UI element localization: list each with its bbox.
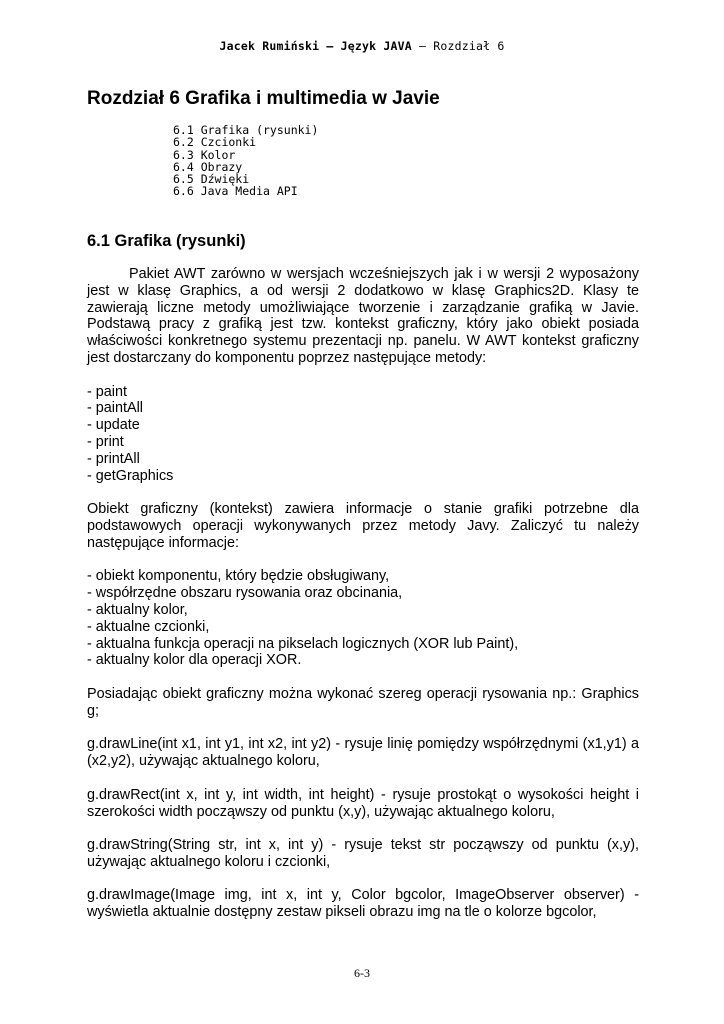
chapter-title: Rozdział 6 Grafika i multimedia w Javie [87, 88, 440, 109]
list-item: - paint [87, 383, 127, 400]
context-paragraph: Obiekt graficzny (kontekst) zawiera informacje o stanie grafiki potrzebne dla podstawowych operacji wykonywanych przez metody Javy. Zaliczyć tu należy następujące informacje: [87, 501, 639, 551]
intro-paragraph: Pakiet AWT zarówno w wersjach wcześniejszych jak i w wersji 2 wyposażony jest w klasę Graphics, a od wersji 2 dodatkowo w klasę Graphics2D. Klasy te zawierają liczne metody umożliwiające tworzenie i zarządzanie grafiką w Javie. Podstawą pracy z grafiką jest tzw. kontekst graficzny, który jako obiekt posiada właściwości konkretnego systemu prezentacji np. panelu. W AWT kontekst graficzny jest dostarczany do komponentu poprzez następujące metody: [87, 266, 639, 366]
toc-item: 6.5 Dźwięki [173, 172, 250, 187]
drawline-paragraph: g.drawLine(int x1, int y1, int x2, int y2) - rysuje linię pomiędzy współrzędnymi (x1,y1) a (x2,y2), używając aktualnego koloru, [87, 736, 639, 770]
drawimage-paragraph: g.drawImage(Image img, int x, int y, Color bgcolor, ImageObserver observer) - wyświetla aktualnie dostępny zestaw pikseli obrazu img na tle o kolorze bgcolor, [87, 887, 639, 921]
page-number: 6-3 [354, 966, 370, 980]
drawstring-paragraph: g.drawString(String str, int x, int y) - rysuje tekst str począwszy od punktu (x,y), używając aktualnego koloru i czcionki, [87, 837, 639, 870]
list-item: - aktualna funkcja operacji na pikselach logicznych (XOR lub Paint), [87, 635, 519, 652]
section-title: 6.1 Grafika (rysunki) [87, 232, 246, 250]
list-item: - współrzędne obszaru rysowania oraz obcinania, [87, 585, 403, 602]
header-chapter: Rozdział 6 [433, 39, 505, 53]
list-item: - aktualne czcionki, [87, 618, 210, 635]
list-item: - printAll [87, 450, 140, 467]
running-header [0, 39, 724, 53]
list-item: - obiekt komponentu, który będzie obsługiwany, [87, 568, 390, 585]
drawrect-paragraph: g.drawRect(int x, int y, int width, int height) - rysuje prostokąt o wysokości height i szerokości width począwszy od punktu (x,y), używając aktualnego koloru, [87, 786, 639, 820]
section-body [87, 266, 639, 938]
methods-list [87, 384, 639, 485]
header-separator: – [319, 39, 341, 53]
list-item: - print [87, 433, 124, 450]
list-item: - update [87, 417, 140, 434]
toc-item: 6.1 Grafika (rysunki) [173, 123, 319, 137]
header-author: Jacek Rumiński [219, 39, 320, 53]
list-item: - aktualny kolor dla operacji XOR. [87, 652, 302, 669]
toc-item: 6.4 Obrazy [173, 159, 243, 174]
header-book: Język JAVA [340, 39, 412, 53]
list-item: - getGraphics [87, 467, 174, 484]
info-list [87, 568, 639, 669]
toc-item: 6.2 Czcionki [173, 135, 257, 150]
header-separator: – [411, 39, 434, 53]
list-item: - paintAll [87, 400, 143, 417]
operations-paragraph: Posiadając obiekt graficzny można wykonać szereg operacji rysowania np.: Graphics g; [87, 685, 639, 719]
list-item: - aktualny kolor, [87, 601, 188, 618]
table-of-contents [173, 124, 318, 198]
toc-item: 6.6 Java Media API [173, 184, 298, 199]
toc-item: 6.3 Kolor [173, 147, 236, 162]
